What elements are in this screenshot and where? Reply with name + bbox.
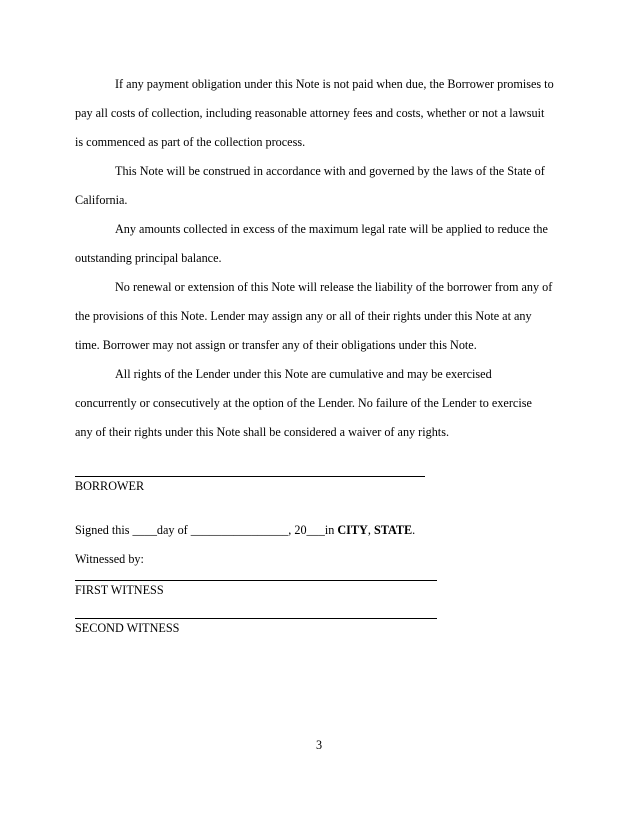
text-line: No renewal or extension of this Note will release the liability of the borrower from any of (115, 280, 553, 294)
second-witness-signature-line[interactable] (75, 618, 437, 619)
signed-date-line (75, 522, 415, 538)
text-line: time. Borrower may not assign or transfer any of their obligations under this Note. (75, 338, 477, 352)
text-line: outstanding principal balance. (75, 251, 222, 265)
page-number: 3 (315, 738, 323, 752)
paragraph-excess-amounts (75, 215, 565, 273)
paragraph-collection-costs (75, 70, 565, 157)
signed-prefix: Signed this ____day of ________________, 20___in (75, 523, 338, 537)
note-body (75, 70, 565, 447)
separator: , (367, 523, 374, 537)
borrower-label: BORROWER (75, 479, 145, 493)
paragraph-cumulative-rights (75, 360, 565, 447)
text-line: pay all costs of collection, including reasonable attorney fees and costs, whether or not a lawsuit (75, 106, 545, 120)
witnessed-by-label: Witnessed by: (75, 552, 144, 566)
text-line: concurrently or consecutively at the option of the Lender. No failure of the Lender to exercise (75, 396, 532, 410)
text-line: All rights of the Lender under this Note are cumulative and may be exercised (115, 367, 492, 381)
text-line: If any payment obligation under this Note is not paid when due, the Borrower promises to (115, 77, 554, 91)
borrower-signature-block (75, 476, 425, 494)
second-witness-block (75, 618, 437, 636)
text-line: California. (75, 193, 128, 207)
borrower-signature-line[interactable] (75, 476, 425, 477)
first-witness-signature-line[interactable] (75, 580, 437, 581)
city-field: CITY (337, 523, 368, 537)
paragraph-governing-law (75, 157, 565, 215)
paragraph-renewal-assignment (75, 273, 565, 360)
period: . (412, 523, 416, 537)
text-line: the provisions of this Note. Lender may assign any or all of their rights under this Note at any (75, 309, 532, 323)
text-line: is commenced as part of the collection process. (75, 135, 306, 149)
text-line: Any amounts collected in excess of the maximum legal rate will be applied to reduce the (115, 222, 548, 236)
first-witness-label: FIRST WITNESS (75, 583, 164, 597)
first-witness-block (75, 580, 437, 598)
text-line: This Note will be construed in accordance with and governed by the laws of the State of (115, 164, 545, 178)
text-line: any of their rights under this Note shall be considered a waiver of any rights. (75, 425, 449, 439)
state-field: STATE (373, 523, 413, 537)
second-witness-label: SECOND WITNESS (75, 621, 180, 635)
